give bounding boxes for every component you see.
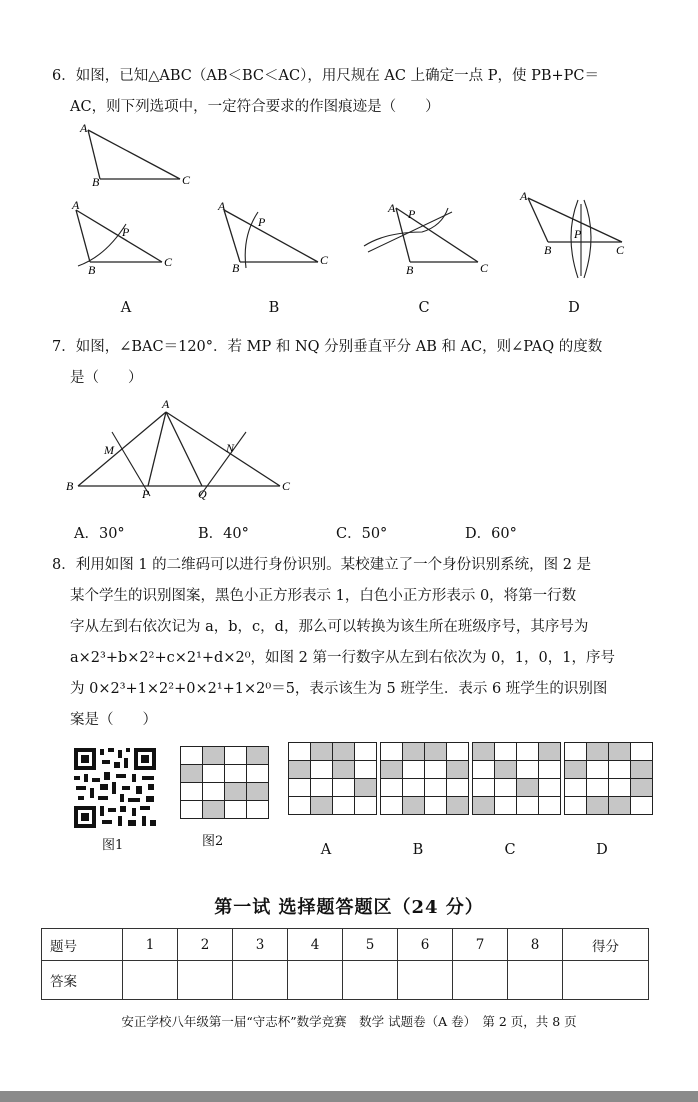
q8-line1: 8．利用如图 1 的二维码可以进行身份识别。某校建立了一个身份识别系统，图 2 是 (52, 557, 592, 573)
answer-cell[interactable] (453, 961, 508, 1000)
grid-row (181, 747, 269, 765)
q6-option-b: B (268, 300, 280, 316)
grid-cell-white (181, 747, 203, 765)
svg-text:B: B (66, 479, 74, 493)
question-number-cell: 3 (233, 929, 288, 961)
grid-row (565, 779, 653, 797)
q7-figure (60, 396, 310, 508)
svg-text:C: C (480, 261, 489, 275)
bottom-scroll-bar (0, 1091, 698, 1102)
svg-text:P: P (574, 227, 582, 241)
grid-cell-white (631, 743, 653, 761)
q6-line2: AC，则下列选项中，一定符合要求的作图痕迹是（ ） (70, 99, 440, 115)
q8-line6: 案是（ ） (70, 712, 157, 728)
grid-cell-white (403, 779, 425, 797)
answer-cell[interactable] (288, 961, 343, 1000)
grid-cell-white (565, 779, 587, 797)
grid-cell-black (565, 761, 587, 779)
figure2-grid (180, 746, 269, 819)
answer-table-answer-row (42, 961, 649, 1000)
grid-cell-white (425, 797, 447, 815)
q8-option-d: D (596, 842, 608, 858)
grid-cell-white (203, 783, 225, 801)
grid-cell-white (289, 743, 311, 761)
q8-option-c: C (504, 842, 516, 858)
grid-cell-white (247, 765, 269, 783)
grid-cell-white (203, 765, 225, 783)
q7-option-b: B．40° (198, 526, 249, 542)
grid-cell-white (539, 761, 561, 779)
grid-row (565, 797, 653, 815)
svg-text:Q: Q (198, 487, 207, 501)
page-footer: 安正学校八年级第一届“守志杯”数学竞赛 数学 试题卷（A 卷） 第 2 页，共 8 页 (121, 1014, 577, 1029)
svg-text:B: B (406, 263, 414, 277)
grid-cell-black (473, 743, 495, 761)
grid-row (181, 801, 269, 819)
grid-cell-black (403, 797, 425, 815)
grid-row (565, 743, 653, 761)
svg-text:C: C (182, 173, 191, 187)
question-number-label: 题号 (42, 929, 123, 961)
grid-cell-white (311, 779, 333, 797)
svg-text:C: C (164, 255, 173, 269)
score-label: 得分 (563, 929, 649, 961)
svg-text:P: P (258, 215, 266, 229)
grid-cell-black (495, 761, 517, 779)
q7-line1: 7．如图，∠BAC＝120°．若 MP 和 NQ 分别垂直平分 AB 和 AC，则∠PAQ 的度数 (52, 339, 603, 355)
grid-cell-black (473, 797, 495, 815)
q8-option-a-grid (288, 742, 377, 815)
grid-row (381, 779, 469, 797)
grid-row (473, 797, 561, 815)
grid-cell-black (381, 761, 403, 779)
grid-cell-white (247, 801, 269, 819)
grid-cell-white (225, 801, 247, 819)
q6-option-d-figure (516, 188, 632, 284)
svg-text:C: C (320, 253, 329, 267)
q6-option-c: C (418, 300, 430, 316)
question-number-cell: 2 (178, 929, 233, 961)
grid-cell-black (333, 761, 355, 779)
grid-cell-black (587, 743, 609, 761)
grid-row (289, 797, 377, 815)
svg-text:P: P (408, 207, 416, 221)
svg-text:C: C (616, 243, 625, 257)
svg-text:A: A (388, 201, 396, 215)
grid-cell-white (609, 779, 631, 797)
answer-cell[interactable] (508, 961, 563, 1000)
grid-cell-white (355, 797, 377, 815)
grid-cell-black (587, 797, 609, 815)
figure1-caption: 图1 (102, 838, 124, 853)
grid-row (381, 761, 469, 779)
svg-text:A: A (72, 198, 80, 212)
grid-cell-white (425, 779, 447, 797)
q8-line5: 为 0×2³+1×2²+0×2¹+1×2⁰＝5，表示该生为 5 班学生．表示 6 班学生的识别图 (70, 681, 608, 697)
grid-cell-black (333, 743, 355, 761)
question-number-cell: 7 (453, 929, 508, 961)
question-number-cell: 5 (343, 929, 398, 961)
answer-label: 答案 (42, 961, 123, 1000)
grid-row (289, 743, 377, 761)
q7-line2: 是（ ） (70, 370, 143, 386)
q8-option-b-grid (380, 742, 469, 815)
svg-text:B: B (92, 175, 100, 189)
grid-cell-black (355, 779, 377, 797)
q7-option-d: D．60° (465, 526, 517, 542)
grid-cell-white (517, 797, 539, 815)
grid-row (473, 779, 561, 797)
grid-cell-white (565, 743, 587, 761)
q6-main-figure (70, 118, 200, 190)
grid-cell-white (473, 761, 495, 779)
grid-cell-black (609, 797, 631, 815)
grid-cell-black (225, 783, 247, 801)
grid-cell-white (539, 797, 561, 815)
grid-cell-white (447, 779, 469, 797)
grid-cell-white (225, 747, 247, 765)
grid-cell-white (495, 743, 517, 761)
svg-text:A: A (162, 397, 170, 411)
grid-cell-black (247, 783, 269, 801)
grid-cell-white (587, 779, 609, 797)
svg-text:A: A (80, 121, 88, 135)
grid-cell-black (311, 797, 333, 815)
svg-text:P: P (142, 487, 150, 501)
answer-table (41, 928, 649, 1000)
grid-cell-white (517, 761, 539, 779)
grid-cell-black (425, 743, 447, 761)
figure2-caption: 图2 (202, 834, 224, 849)
grid-row (181, 783, 269, 801)
svg-text:B: B (88, 263, 96, 277)
answer-cell[interactable] (343, 961, 398, 1000)
q7-option-a: A．30° (74, 526, 125, 542)
grid-row (473, 761, 561, 779)
answer-cell[interactable] (178, 961, 233, 1000)
grid-row (473, 743, 561, 761)
grid-cell-black (609, 743, 631, 761)
grid-cell-white (181, 783, 203, 801)
grid-cell-white (539, 779, 561, 797)
grid-cell-white (289, 797, 311, 815)
grid-cell-black (517, 779, 539, 797)
q8-line2: 某个学生的识别图案，黑色小正方形表示 1，白色小正方形表示 0，将第一行数 (70, 588, 577, 604)
grid-cell-white (447, 743, 469, 761)
q6-option-c-figure (356, 196, 492, 278)
q8-line3: 字从左到右依次记为 a，b，c，d，那么可以转换为该生所在班级序号，其序号为 (70, 619, 589, 635)
q8-option-d-grid (564, 742, 653, 815)
svg-text:A: A (520, 189, 528, 203)
q7-option-c: C．50° (336, 526, 388, 542)
svg-text:N: N (226, 441, 235, 455)
grid-cell-black (289, 761, 311, 779)
grid-cell-black (247, 747, 269, 765)
q6-option-b-figure (214, 196, 334, 278)
answer-cell[interactable] (123, 961, 178, 1000)
q6-option-d: D (568, 300, 580, 316)
answer-cell[interactable] (233, 961, 288, 1000)
grid-cell-white (609, 761, 631, 779)
grid-cell-black (403, 743, 425, 761)
grid-cell-white (381, 743, 403, 761)
grid-cell-white (381, 797, 403, 815)
grid-row (289, 779, 377, 797)
grid-cell-black (631, 779, 653, 797)
answer-cell[interactable] (398, 961, 453, 1000)
grid-cell-white (495, 797, 517, 815)
svg-text:B: B (232, 261, 240, 275)
grid-cell-black (631, 761, 653, 779)
grid-cell-white (355, 743, 377, 761)
q6-option-a: A (120, 300, 132, 316)
grid-cell-white (565, 797, 587, 815)
q8-option-b: B (412, 842, 424, 858)
qr-code-image (72, 746, 158, 830)
grid-cell-white (495, 779, 517, 797)
grid-cell-white (631, 797, 653, 815)
grid-cell-white (289, 779, 311, 797)
grid-cell-black (181, 765, 203, 783)
question-number-cell: 6 (398, 929, 453, 961)
svg-text:P: P (122, 225, 130, 239)
grid-cell-black (447, 761, 469, 779)
svg-text:M: M (104, 443, 114, 457)
grid-row (381, 743, 469, 761)
q6-line1: 6．如图，已知△ABC（AB＜BC＜AC），用尺规在 AC 上确定一点 P，使 PB+PC＝ (52, 68, 599, 84)
grid-cell-black (311, 743, 333, 761)
grid-cell-white (403, 761, 425, 779)
grid-cell-white (517, 743, 539, 761)
svg-text:A: A (218, 199, 226, 213)
question-number-cell: 4 (288, 929, 343, 961)
svg-text:C: C (282, 479, 291, 493)
grid-cell-white (333, 779, 355, 797)
grid-row (289, 761, 377, 779)
grid-cell-black (203, 747, 225, 765)
grid-row (181, 765, 269, 783)
grid-row (381, 797, 469, 815)
score-cell[interactable] (563, 961, 649, 1000)
q8-option-c-grid (472, 742, 561, 815)
grid-cell-black (447, 797, 469, 815)
grid-cell-white (425, 761, 447, 779)
grid-cell-white (473, 779, 495, 797)
svg-text:B: B (544, 243, 552, 257)
grid-cell-white (225, 765, 247, 783)
q8-line4: a×2³+b×2²+c×2¹+d×2⁰，如图 2 第一行数字从左到右依次为 0，1，0，1，序号 (70, 650, 615, 666)
question-number-cell: 8 (508, 929, 563, 961)
answer-section-title: 第一试 选择题答题区（24 分） (214, 897, 484, 918)
grid-cell-white (355, 761, 377, 779)
grid-cell-white (381, 779, 403, 797)
grid-cell-white (587, 761, 609, 779)
grid-cell-white (333, 797, 355, 815)
q6-option-a-figure (66, 196, 186, 278)
grid-cell-white (181, 801, 203, 819)
grid-cell-white (311, 761, 333, 779)
q8-option-a: A (320, 842, 332, 858)
answer-table-header-row (42, 929, 649, 961)
grid-row (565, 761, 653, 779)
grid-cell-black (203, 801, 225, 819)
grid-cell-black (539, 743, 561, 761)
question-number-cell: 1 (123, 929, 178, 961)
